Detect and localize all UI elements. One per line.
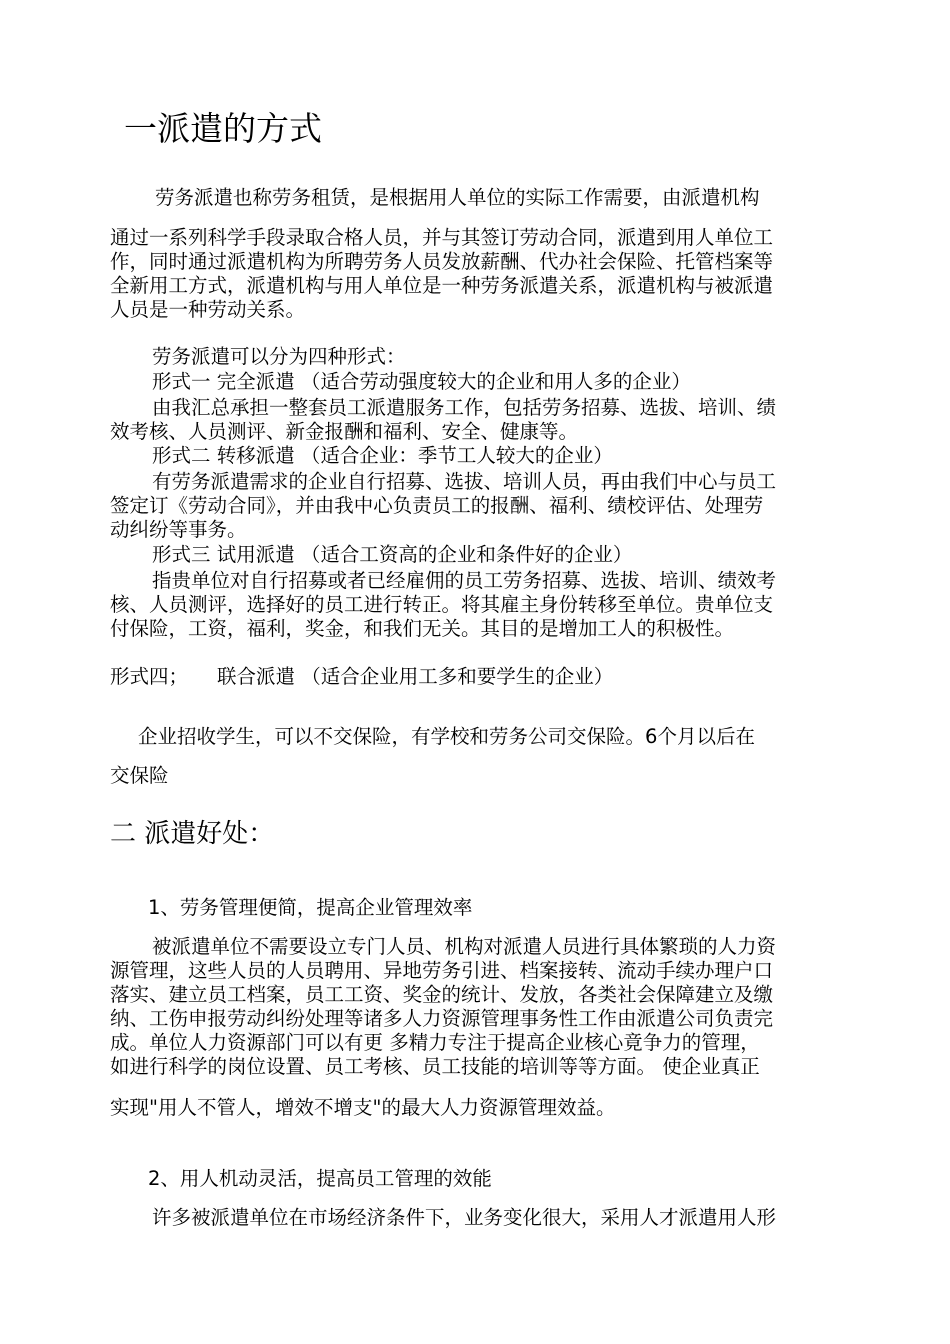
item-2-title [148,1167,492,1191]
form-4-label: 形式四； [110,665,189,688]
form-1-title: 形式一 完全派遣 （适合劳动强度较大的企业和用人多的企业） [152,370,691,393]
paragraph-line: 如进行科学的岗位设置、员工考核、员工技能的培训等等方面。 使企业真正 [110,1055,760,1078]
paragraph-line: 源管理，这些人员的人员聘用、异地劳务引进、档案接转、流动手续办理户口 [110,959,774,982]
paragraph-line: 许多被派遣单位在市场经济条件下，业务变化很大，采用人才派遣用人形 [152,1206,777,1229]
paragraph-line: 核、人员测评，选择好的员工进行转正。将其雇主身份转移至单位。贵单位支 [110,593,774,616]
paragraph-line: 实现"用人不管人，增效不增支"的最大人力资源管理效益。 [110,1096,616,1119]
item-number: 2 [148,1167,161,1190]
paragraph-line: 全新用工方式，派遣机构与用人单位是一种劳务派遣关系，派遣机构与被派遣 [110,274,774,297]
paragraph-line: 有劳务派遣需求的企业自行招募、选拔、培训人员，再由我们中心与员工 [152,470,777,493]
paragraph-line: 由我汇总承担一整套员工派遣服务工作，包括劳务招募、选拔、培训、绩 [152,396,777,419]
paragraph-line: 效考核、人员测评、新金报酬和福利、安全、健康等。 [110,420,579,443]
item-title-text: 、用人机动灵活，提高员工管理的效能 [160,1167,492,1190]
paragraph-line: 动纠纷等事务。 [110,518,247,541]
paragraph-line: 成。单位人力资源部门可以有更 多精力专注于提高企业核心竟争力的管理， [110,1031,760,1054]
form-2-title: 形式二 转移派遣 （适合企业：季节工人较大的企业） [152,444,613,467]
text-span: 个月以后在 [657,725,755,748]
paragraph-line: 作，同时通过派遣机构为所聘劳务人员发放薪酬、代办社会保险、托管档案等 [110,250,774,273]
paragraph-line: 交保险 [110,764,169,787]
paragraph-line: 劳务派遣也称劳务租赁，是根据用人单位的实际工作需要，由派遣机构 [155,186,760,209]
number-span: 6 [645,725,658,748]
form-3-title: 形式三 试用派遣 （适合工资高的企业和条件好的企业） [152,543,633,566]
paragraph-line: 人员是一种劳动关系。 [110,298,306,321]
paragraph-line: 被派遣单位不需要设立专门人员、机构对派遣人员进行具体繁琐的人力资 [152,935,777,958]
paragraph-line: 付保险，工资，福利，奖金，和我们无关。其目的是增加工人的积极性。 [110,617,735,640]
paragraph-line [138,725,755,749]
text-span: 企业招收学生，可以不交保险，有学校和劳务公司交保险。 [138,725,646,748]
paragraph-line: 纳、工伤申报劳动纠纷处理等诸多人力资源管理事务性工作由派遣公司负责完 [110,1007,774,1030]
item-number: 1 [148,896,161,919]
paragraph-line: 通过一系列科学手段录取合格人员，并与其签订劳动合同，派遣到用人单位工 [110,226,774,249]
item-title-text: 、劳务管理便简，提高企业管理效率 [160,896,473,919]
section-2-heading: 二 派遣好处： [110,819,275,849]
form-4-title: 联合派遣 （适合企业用工多和要学生的企业） [217,665,614,688]
paragraph-line: 签定订《劳动合同》，并由我中心负责员工的报酬、福利、绩校评估、处理劳 [110,494,764,517]
paragraph-line: 落实、建立员工档案，员工工资、奖金的统计、发放，各类社会保障建立及缴 [110,983,774,1006]
forms-intro: 劳务派遣可以分为四种形式： [152,345,406,368]
item-1-title [148,896,472,920]
paragraph-line: 指贵单位对自行招募或者已经雇佣的员工劳务招募、选拔、培训、绩效考 [152,569,777,592]
section-1-heading: 一派遣的方式 [124,109,322,148]
